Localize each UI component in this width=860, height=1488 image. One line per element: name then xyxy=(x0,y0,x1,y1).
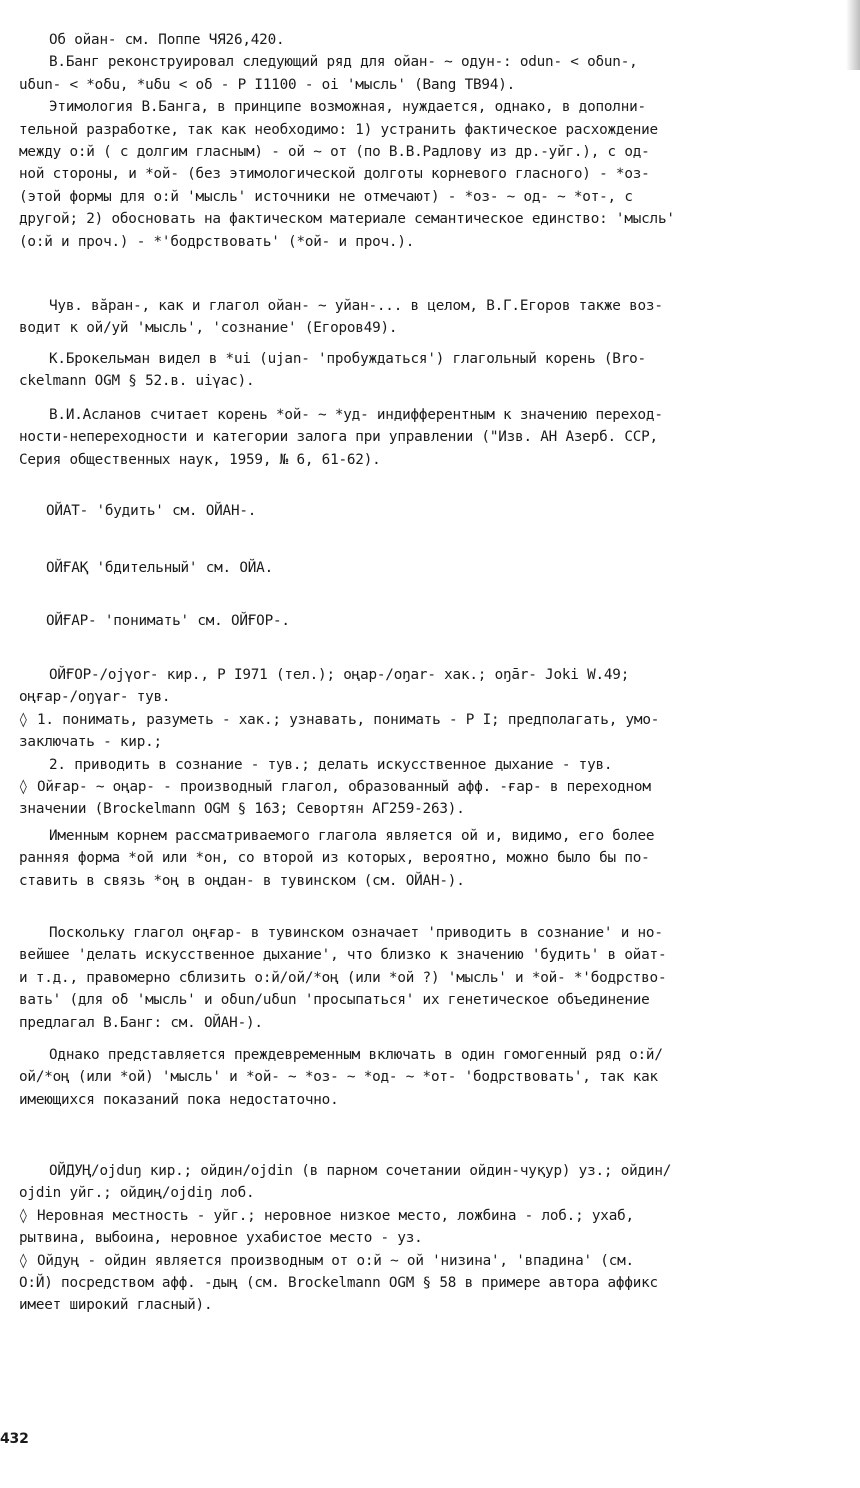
entry-oigor xyxy=(19,664,839,821)
text-line: имеет широкий гласный). xyxy=(19,1297,213,1314)
entry-headword-line: ОЙДУҢ/ojduŋ кир.; ойдин/ojdin (в парном сочетании ойдин-чуқур) уз.; ойдин/ xyxy=(49,1163,672,1179)
text-line: ности-непереходности и категории залога при управлении ("Изв. АН Азерб. ССР, xyxy=(19,429,658,446)
text-line: (о:й и проч.) - *'бодрствовать' (*ой- и проч.). xyxy=(19,233,415,250)
text-line: Однако представляется преждевременным включать в один гомогенный ряд о:й/ xyxy=(49,1047,663,1063)
paragraph-bang-reconstruction xyxy=(19,29,839,253)
text-line: ojdin уйг.; ойдиң/ojdiŋ лоб. xyxy=(19,1185,255,1202)
text-line: Об ойан- см. Поппе ЧЯ26,420. xyxy=(49,32,285,48)
entry-oidun xyxy=(19,1160,839,1317)
text-line: тельной разработке, так как необходимо: 1) устранить фактическое расхождение xyxy=(19,121,658,138)
text-line: ранняя форма *ой или *он, со второй из которых, вероятно, можно было бы по- xyxy=(19,850,650,867)
text-line: между о:й ( с долгим гласным) - ой ~ от (по В.В.Радлову из др.-уйг.), с од- xyxy=(19,144,650,161)
text-line: заключать - кир.; xyxy=(19,734,162,751)
text-line: и т.д., правомерно сблизить о:й/ой/*оң (или *ой ?) 'мысль' и *ой- *'бодрство- xyxy=(19,969,667,986)
text-line: рытвина, выбоина, неровное ухабистое место - уз. xyxy=(19,1230,423,1247)
entry-headword-line: ОЙҒОР-/ojγor- кир., P I971 (тел.); оңар-/oŋar- хак.; oŋār- Joki W.49; xyxy=(49,667,630,683)
diamond-icon: ◊ xyxy=(19,1252,28,1269)
text-line: другой; 2) обосновать на фактическом материале семантическое единство: 'мысль' xyxy=(19,211,675,228)
cross-reference-oiat: ОЙАТ- 'будить' см. ОЙАН-. xyxy=(46,503,257,519)
sense-line xyxy=(19,709,839,731)
text-line: значении (Brockelmann OGM § 163; Севортян АГ259-263). xyxy=(19,801,465,818)
text-line: ой/*оң (или *ой) 'мысль' и *ой- ~ *оз- ~ *од- ~ *от- 'бодрствовать', так как xyxy=(19,1069,658,1086)
text-line: Серия общественных наук, 1959, № 6, 61-62). xyxy=(19,451,381,468)
cross-reference-oigak: ОЙҒАҚ 'бдительный' см. ОЙА. xyxy=(46,560,274,576)
sense-text: Неровная местность - уйг.; неровное низкое место, ложбина - лоб.; ухаб, xyxy=(37,1207,634,1224)
text-line: Этимология В.Банга, в принципе возможная, нуждается, однако, в дополни- xyxy=(49,99,646,116)
text-line: О:Й) посредством афф. -дың (см. Brockelmann OGM § 58 в примере автора аффикс xyxy=(19,1275,658,1292)
sense-line xyxy=(19,1205,839,1227)
text-line: (этой формы для о:й 'мысль' источники не отмечают) - *оз- ~ од- ~ *от-, с xyxy=(19,188,633,205)
text-line: В.Банг реконструировал следующий ряд для ойан- ~ одун-: odun- < oδun-, xyxy=(49,54,638,71)
paragraph-aslanov xyxy=(19,404,839,471)
text-line: оңғар-/oŋγar- тув. xyxy=(19,689,171,706)
text-line: вейшее 'делать искусственное дыхание', что близко к значению 'будить' в ойат- xyxy=(19,947,667,964)
sense-line: 2. приводить в сознание - тув.; делать искусственное дыхание - тув. xyxy=(49,756,613,773)
text-line: Именным корнем рассматриваемого глагола является ой и, видимо, его более xyxy=(49,828,655,844)
cross-reference-oigar: ОЙҒАР- 'понимать' см. ОЙҒОР-. xyxy=(46,613,290,629)
text-line: В.И.Асланов считает корень *ой- ~ *уд- индифферентным к значению переход- xyxy=(49,407,663,423)
diamond-icon: ◊ xyxy=(19,1207,28,1224)
page-number: 432 xyxy=(0,1431,29,1447)
scan-edge-shadow xyxy=(846,0,860,70)
diamond-icon: ◊ xyxy=(19,779,28,796)
paragraph-premature xyxy=(19,1044,839,1111)
text-line: вать' (для оδ 'мысль' и oδun/uδun 'просыпаться' их генетическое объединение xyxy=(19,992,650,1009)
text-line: uδun- < *oδu, *uδu < oδ - P I1100 - oi 'мысль' (Bang TB94). xyxy=(19,76,516,93)
etymology-line xyxy=(19,776,839,798)
sense-text: 1. понимать, разуметь - хак.; узнавать, понимать - Р I; предполагать, умо- xyxy=(37,711,660,728)
text-line: ckelmann OGM § 52.в. uiγaс). xyxy=(19,373,255,390)
paragraph-tuvan-meaning xyxy=(19,922,839,1034)
paragraph-brockelmann xyxy=(19,348,839,393)
diamond-icon: ◊ xyxy=(19,711,28,728)
text-line: имеющихся показаний пока недостаточно. xyxy=(19,1091,339,1108)
paragraph-nominal-root xyxy=(19,825,839,892)
text-line: Поскольку глагол оңғар- в тувинском означает 'приводить в сознание' и но- xyxy=(49,925,663,941)
text-line: Чув. вăран-, как и глагол ойан- ~ уйан-... в целом, В.Г.Егоров также воз- xyxy=(49,298,663,314)
text-line: предлагал В.Банг: см. ОЙАН-). xyxy=(19,1014,263,1031)
text-line: водит к ой/уй 'мысль', 'сознание' (Егоров49). xyxy=(19,320,398,337)
text-line: ной стороны, и *ой- (без этимологической долготы корневого гласного) - *оз- xyxy=(19,166,650,183)
paragraph-chuvash xyxy=(19,295,839,340)
text-line: К.Брокельман видел в *ui (ujan- 'пробуждаться') глагольный корень (Bro- xyxy=(49,351,646,367)
etymology-text: Ойғар- ~ оңар- - производный глагол, образованный афф. -ғар- в переходном xyxy=(37,779,651,796)
etymology-line xyxy=(19,1250,839,1272)
etymology-text: Ойдуң - ойдин является производным от о:й ~ ой 'низина', 'впадина' (см. xyxy=(37,1252,634,1269)
text-line: ставить в связь *оң в оңдан- в тувинском (см. ОЙАН-). xyxy=(19,872,465,889)
